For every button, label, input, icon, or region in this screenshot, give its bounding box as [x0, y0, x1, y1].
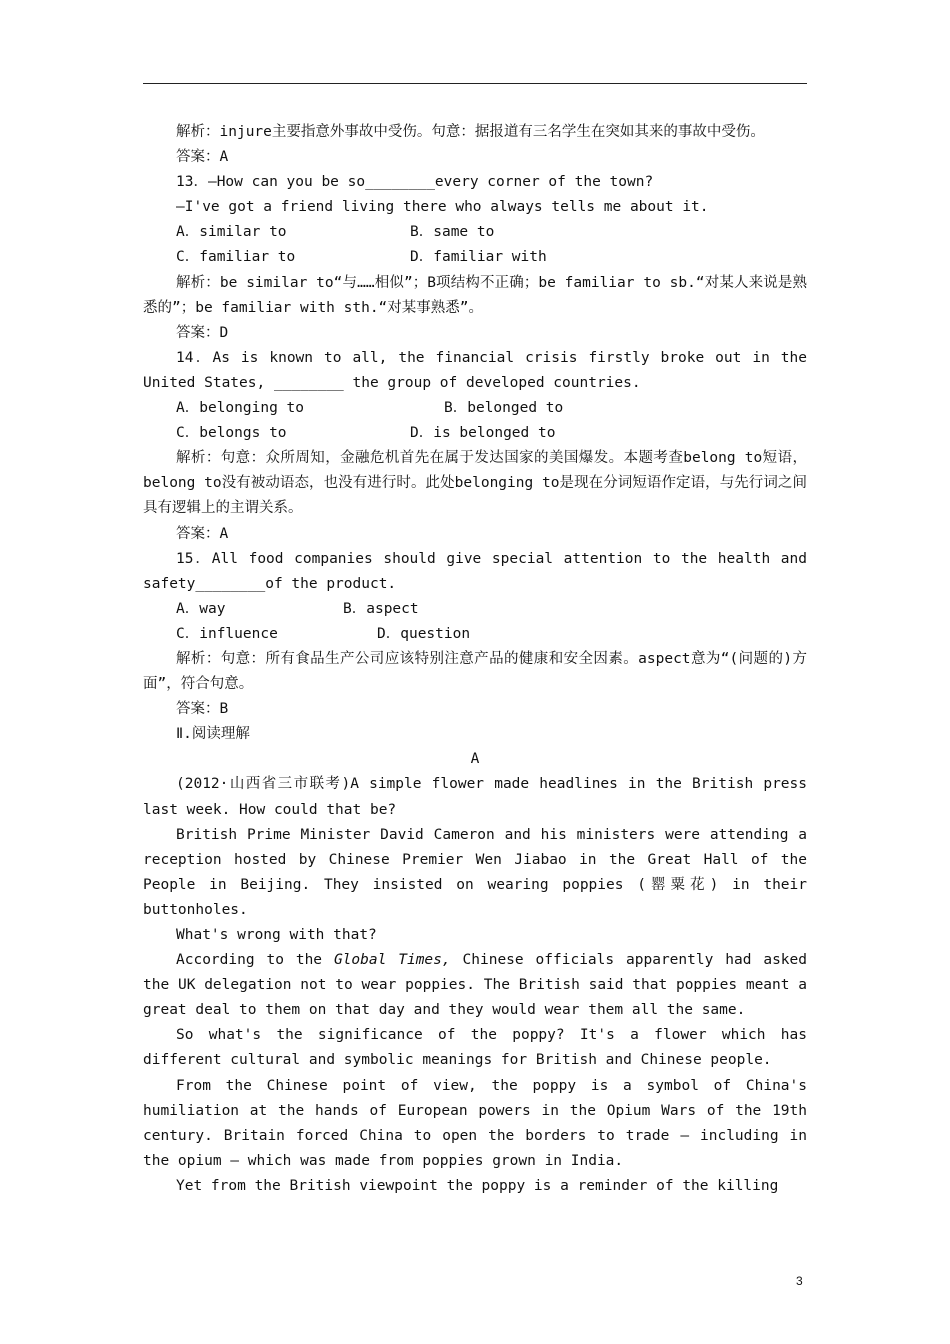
q13-options-row-2 [143, 245, 807, 270]
q14-option-d: D．is belonged to [410, 425, 556, 442]
q14-options-row-2 [143, 421, 807, 446]
q15-option-a: A．way [176, 600, 226, 617]
page-body [143, 120, 807, 1199]
q15-option-b: B．aspect [343, 600, 419, 617]
passage-paragraph-3: What's wrong with that? [176, 927, 377, 943]
q12-analysis: 解析：injure主要指意外事故中受伤。句意：据报道有三名学生在突如其来的事故中受伤。 [176, 124, 765, 140]
section-heading: Ⅱ.阅读理解 [176, 726, 250, 743]
q15-answer: 答案：B [176, 701, 229, 718]
q13-analysis: 解析：be similar to“与……相似”；B项结构不正确；be familiar to sb.“对某人来说是熟悉的”；be familiar with sth.“对某事熟悉”。 [143, 274, 807, 316]
publication-title: Global Times, [333, 952, 451, 969]
q13-stem-1: 13．—How can you be so________every corner of the town? [176, 174, 654, 191]
q13-option-d: D．familiar with [410, 249, 547, 266]
q14-option-b: B．belonged to [444, 400, 564, 417]
passage-paragraph-4 [143, 948, 807, 1023]
passage-paragraph-2: British Prime Minister David Cameron and his ministers were attending a reception hosted by Chinese Premier Wen Jiabao in the Great Hall of the People in Beijing. They insisted on wearing poppies (罂粟花) in their buttonholes. [143, 826, 807, 918]
q13-answer: 答案：D [176, 324, 229, 341]
q13-stem-2: —I've got a friend living there who always tells me about it. [176, 199, 709, 216]
q15-options-row-1 [143, 597, 807, 622]
q13-option-b: B．same to [410, 224, 495, 241]
q14-option-a: A．belonging to [176, 400, 304, 417]
q12-answer: 答案：A [176, 149, 229, 166]
header-rule [143, 83, 807, 84]
q14-options-row-1 [143, 396, 807, 421]
passage-label: A [470, 751, 480, 768]
q14-option-c: C．belongs to [176, 425, 287, 442]
q13-option-a: A．similar to [176, 224, 287, 241]
q14-analysis: 解析：句意：众所周知，金融危机首先在属于发达国家的美国爆发。本题考查belong to短语，belong to没有被动语态，也没有进行时。此处belonging to是现在分词短语作定语，与先行词之间具有逻辑上的主谓关系。 [143, 450, 807, 517]
passage-paragraph-5: So what's the significance of the poppy? It's a flower which has different cultural and symbolic meanings for British and Chinese people. [143, 1027, 807, 1069]
passage-paragraph-7: Yet from the British viewpoint the poppy is a reminder of the killing [176, 1177, 779, 1194]
q14-stem: 14．As is known to all, the financial crisis firstly broke out in the United States, ________ the group of developed countries. [143, 349, 807, 391]
q15-option-d: D．question [377, 625, 471, 642]
q13-option-c: C．familiar to [176, 249, 296, 266]
q15-analysis: 解析：句意：所有食品生产公司应该特别注意产品的健康和安全因素。aspect意为“(问题的)方面”，符合句意。 [143, 650, 807, 693]
q15-options-row-2 [143, 622, 807, 647]
p4-lead: According to the [176, 952, 334, 969]
p4-rest: Chinese officials apparently had asked the UK delegation not to wear poppies. The British said that poppies meant a great deal to them on that day and they would wear them all the same. [143, 952, 807, 1019]
q13-options-row-1 [143, 220, 807, 245]
passage-paragraph-6: From the Chinese point of view, the poppy is a symbol of China's humiliation at the hands of European powers in the Opium Wars of the 19th century. Britain forced China to open the borders to trade — including in the opium — which was made from poppies grown in India. [143, 1077, 807, 1169]
q15-option-c: C．influence [176, 625, 278, 642]
q15-stem: 15．All food companies should give special attention to the health and safety________of the product. [143, 550, 807, 592]
q14-answer: 答案：A [176, 525, 229, 542]
page-number: 3 [796, 1274, 803, 1288]
passage-paragraph-1: (2012·山西省三市联考)A simple flower made headlines in the British press last week. How could that be? [143, 776, 807, 818]
